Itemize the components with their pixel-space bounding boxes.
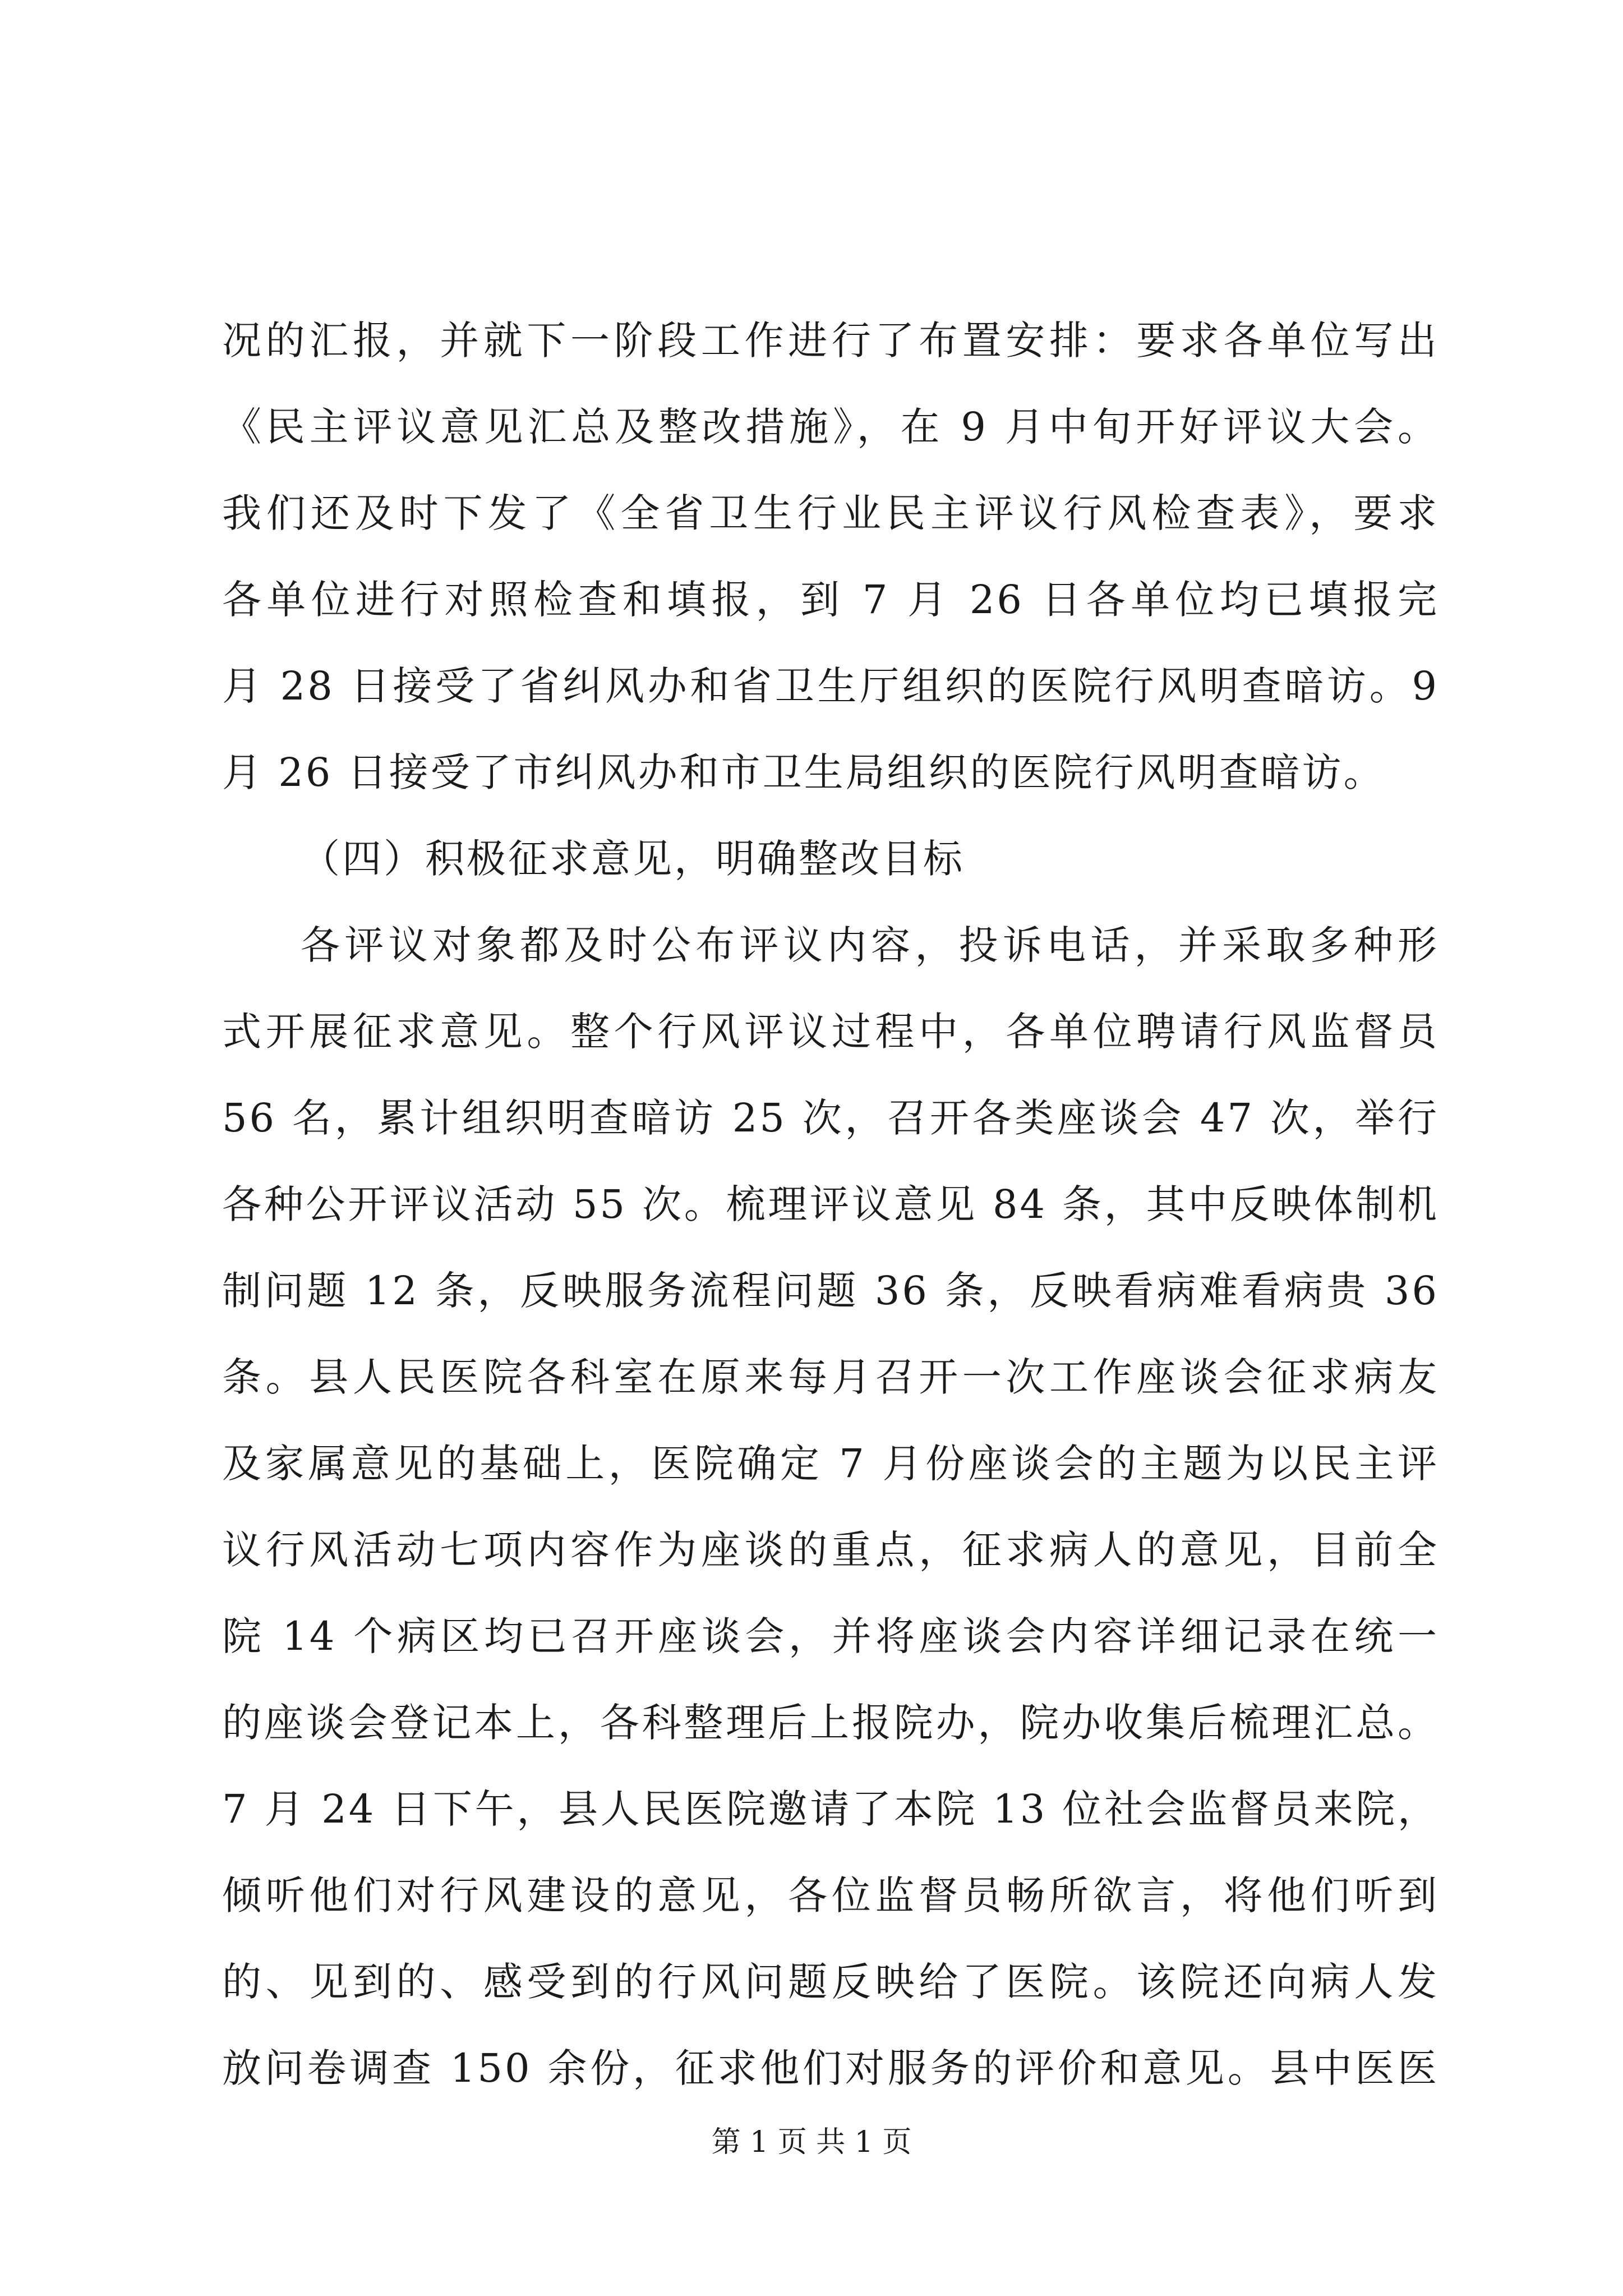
section-heading: （四）积极征求意见，明确整改目标 <box>301 836 965 882</box>
body-line: 各单位进行对照检查和填报，到 7 月 26 日各单位均已填报完 <box>222 577 1439 623</box>
body-line: 7 月 24 日下午，县人民医院邀请了本院 13 位社会监督员来院， <box>222 1786 1439 1832</box>
body-line: 月 28 日接受了省纠风办和省卫生厅组织的医院行风明查暗访。9 <box>222 663 1439 709</box>
body-line: 院 14 个病区均已召开座谈会，并将座谈会内容详细记录在统一 <box>222 1613 1439 1659</box>
body-line: 56 名，累计组织明查暗访 25 次，召开各类座谈会 47 次，举行 <box>222 1095 1439 1141</box>
body-line: 的座谈会登记本上，各科整理后上报院办，院办收集后梳理汇总。 <box>222 1700 1439 1746</box>
body-line: 式开展征求意见。整个行风评议过程中，各单位聘请行风监督员 <box>222 1009 1439 1055</box>
body-line: 我们还及时下发了《全省卫生行业民主评议行风检查表》，要求 <box>222 490 1439 536</box>
body-line: 月 26 日接受了市纠风办和市卫生局组织的医院行风明查暗访。 <box>222 749 1385 795</box>
body-line: 《民主评议意见汇总及整改措施》，在 9 月中旬开好评议大会。 <box>222 404 1439 450</box>
paragraph-first-line: 各评议对象都及时公布评议内容，投诉电话，并采取多种形 <box>301 922 1439 968</box>
page-footer: 第 1 页 共 1 页 <box>711 2125 912 2159</box>
document-body <box>222 297 1439 2111</box>
body-line: 及家属意见的基础上，医院确定 7 月份座谈会的主题为以民主评 <box>222 1441 1439 1487</box>
body-line: 各种公开评议活动 55 次。梳理评议意见 84 条，其中反映体制机 <box>222 1181 1439 1227</box>
body-line: 倾听他们对行风建设的意见，各位监督员畅所欲言，将他们听到 <box>222 1872 1439 1918</box>
body-line: 况的汇报，并就下一阶段工作进行了布置安排：要求各单位写出 <box>222 318 1439 364</box>
body-line: 的、见到的、感受到的行风问题反映给了医院。该院还向病人发 <box>222 1959 1439 2005</box>
body-line: 制问题 12 条，反映服务流程问题 36 条，反映看病难看病贵 36 <box>222 1268 1439 1314</box>
body-line: 议行风活动七项内容作为座谈的重点，征求病人的意见，目前全 <box>222 1527 1439 1573</box>
body-line: 条。县人民医院各科室在原来每月召开一次工作座谈会征求病友 <box>222 1354 1439 1400</box>
body-line: 放问卷调查 150 余份，征求他们对服务的评价和意见。县中医医 <box>222 2045 1439 2091</box>
